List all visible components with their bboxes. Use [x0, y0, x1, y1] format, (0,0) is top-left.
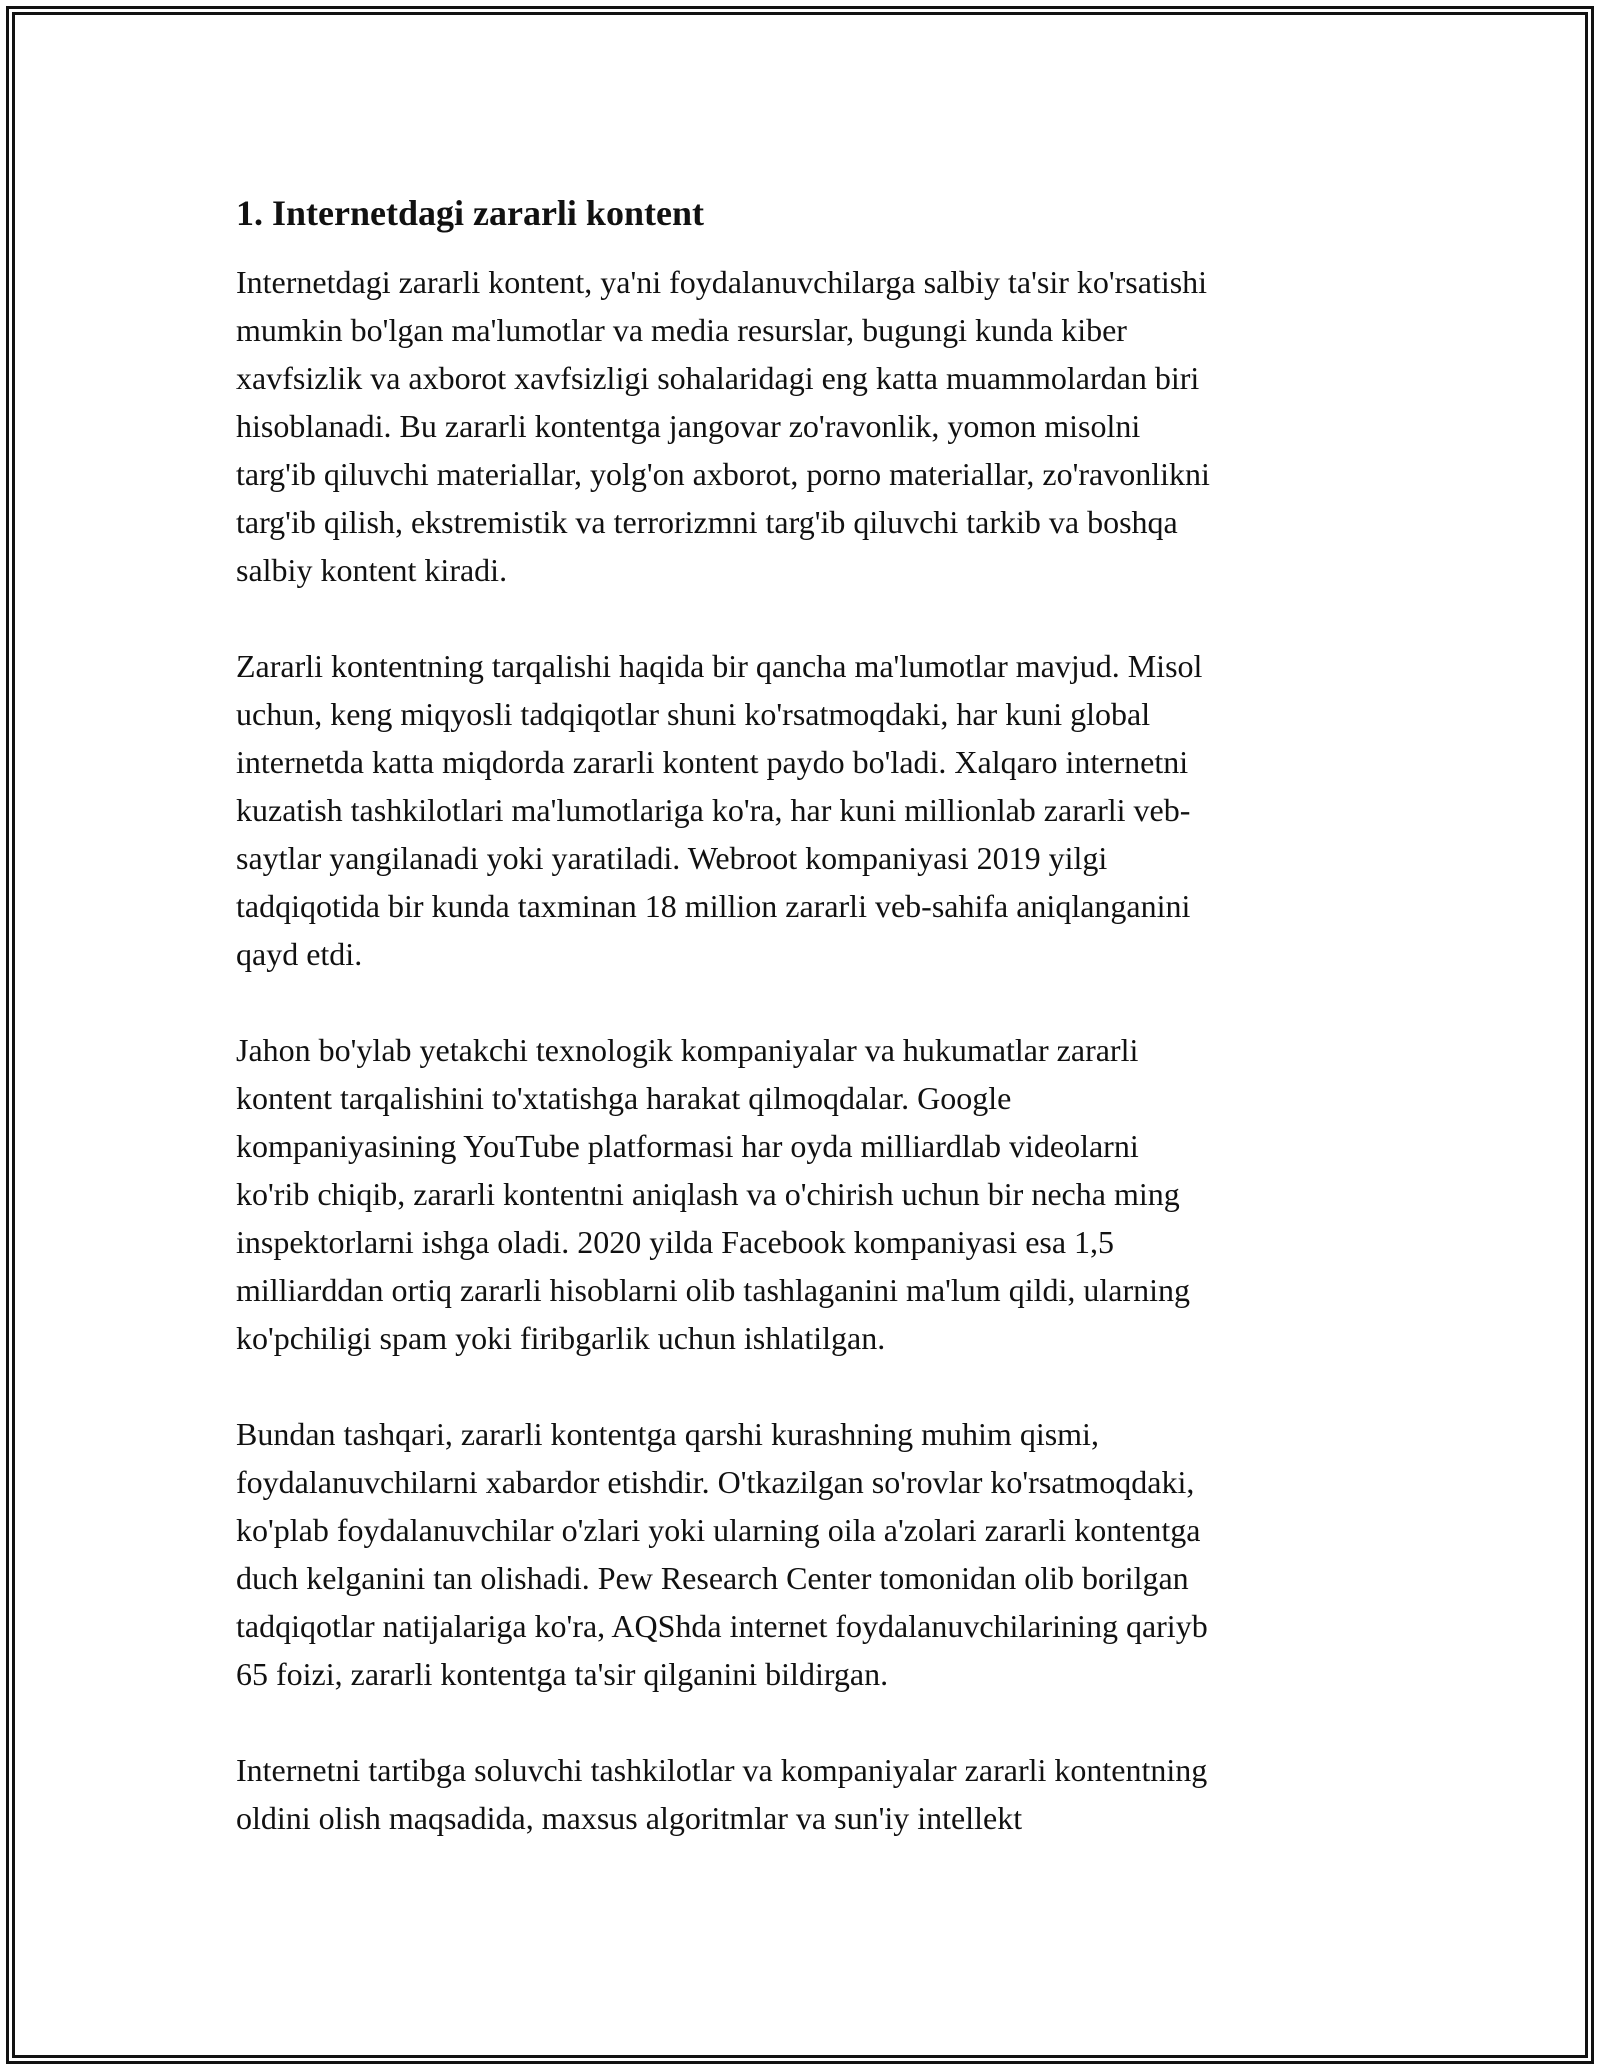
text-line: uchun, keng miqyosli tadqiqotlar shuni ko'rsatmoqdaki, har kuni global: [236, 696, 1151, 732]
text-line: saytlar yangilanadi yoki yaratiladi. Webroot kompaniyasi 2019 yilgi: [236, 840, 1108, 876]
text-line: Internetni tartibga soluvchi tashkilotlar va kompaniyalar zararli kontentning: [236, 1752, 1208, 1788]
paragraph-5: [236, 1746, 1366, 1842]
text-line: milliarddan ortiq zararli hisoblarni olib tashlaganini ma'lum qildi, ularning: [236, 1272, 1190, 1308]
text-line: hisoblanadi. Bu zararli kontentga jangovar zo'ravonlik, yomon misolni: [236, 408, 1141, 444]
text-line: ko'rib chiqib, zararli kontentni aniqlash va o'chirish uchun bir necha ming: [236, 1176, 1180, 1212]
text-line: targ'ib qiluvchi materiallar, yolg'on axborot, porno materiallar, zo'ravonlikni: [236, 456, 1210, 492]
paragraph-2: [236, 642, 1366, 978]
text-line: oldini olish maqsadida, maxsus algoritmlar va sun'iy intellekt: [236, 1800, 1023, 1836]
text-line: salbiy kontent kiradi.: [236, 552, 508, 588]
text-line: 65 foizi, zararli kontentga ta'sir qilganini bildirgan.: [236, 1656, 889, 1692]
text-line: kompaniyasining YouTube platformasi har oyda milliardlab videolarni: [236, 1128, 1139, 1164]
text-line: ko'plab foydalanuvchilar o'zlari yoki ularning oila a'zolari zararli kontentga: [236, 1512, 1201, 1548]
text-line: kuzatish tashkilotlari ma'lumotlariga ko'ra, har kuni millionlab zararli veb-: [236, 792, 1191, 828]
text-line: inspektorlarni ishga oladi. 2020 yilda Facebook kompaniyasi esa 1,5: [236, 1224, 1115, 1260]
text-line: tadqiqotlar natijalariga ko'ra, AQShda internet foydalanuvchilarining qariyb: [236, 1608, 1208, 1644]
text-line: Jahon bo'ylab yetakchi texnologik kompaniyalar va hukumatlar zararli: [236, 1032, 1139, 1068]
text-line: mumkin bo'lgan ma'lumotlar va media resurslar, bugungi kunda kiber: [236, 312, 1127, 348]
text-line: targ'ib qilish, ekstremistik va terrorizmni targ'ib qiluvchi tarkib va boshqa: [236, 504, 1178, 540]
text-line: qayd etdi.: [236, 936, 363, 972]
paragraph-3: [236, 1026, 1366, 1362]
paragraph-1: [236, 258, 1366, 594]
text-line: foydalanuvchilarni xabardor etishdir. O'tkazilgan so'rovlar ko'rsatmoqdaki,: [236, 1464, 1195, 1500]
text-line: duch kelganini tan olishadi. Pew Research Center tomonidan olib borilgan: [236, 1560, 1189, 1596]
text-line: kontent tarqalishini to'xtatishga harakat qilmoqdalar. Google: [236, 1080, 1012, 1116]
text-line: ko'pchiligi spam yoki firibgarlik uchun ishlatilgan.: [236, 1320, 886, 1356]
paragraph-4: [236, 1410, 1366, 1698]
text-line: tadqiqotida bir kunda taxminan 18 million zararli veb-sahifa aniqlanganini: [236, 888, 1191, 924]
section-heading: 1. Internetdagi zararli kontent: [236, 193, 704, 233]
text-line: Zararli kontentning tarqalishi haqida bir qancha ma'lumotlar mavjud. Misol: [236, 648, 1203, 684]
text-line: Bundan tashqari, zararli kontentga qarshi kurashning muhim qismi,: [236, 1416, 1099, 1452]
text-line: Internetdagi zararli kontent, ya'ni foydalanuvchilarga salbiy ta'sir ko'rsatishi: [236, 264, 1208, 300]
text-line: xavfsizlik va axborot xavfsizligi sohalaridagi eng katta muammolardan biri: [236, 360, 1200, 396]
text-line: internetda katta miqdorda zararli kontent paydo bo'ladi. Xalqaro internetni: [236, 744, 1189, 780]
document-page: [236, 190, 1366, 1890]
